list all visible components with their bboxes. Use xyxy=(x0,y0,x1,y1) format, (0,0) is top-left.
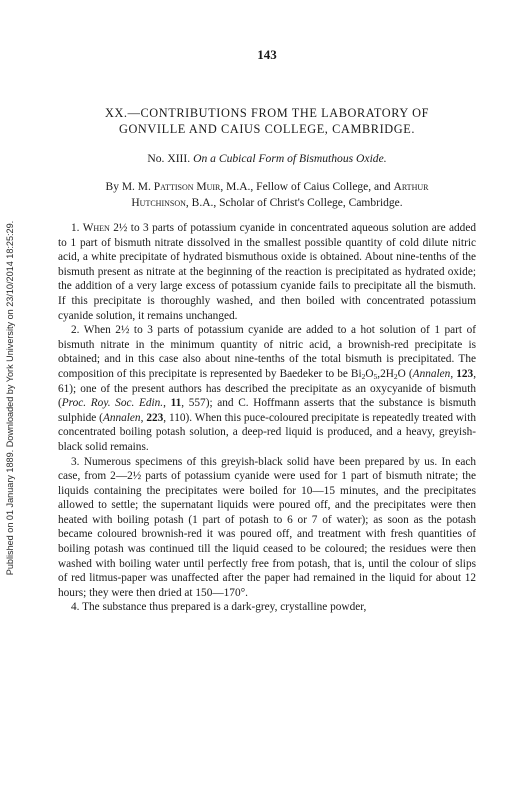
paragraph-4: 4. The substance thus prepared is a dark-grey, crystalline powder, xyxy=(71,601,367,614)
paragraph-2-text-d: O ( xyxy=(397,367,413,380)
citation-separator: , xyxy=(450,367,457,380)
author-by: By M. M. xyxy=(105,181,151,193)
formula-subscript: 2 xyxy=(361,371,366,381)
author-2-affiliation: , B.A., Scholar of Christ's College, Cambridge. xyxy=(185,196,403,209)
paragraph-2 xyxy=(58,323,476,454)
article-title-line-2: GONVILLE AND CAIUS COLLEGE, CAMBRIDGE. xyxy=(118,122,416,136)
article-subtitle xyxy=(58,152,476,165)
citation-journal: Annalen xyxy=(102,411,141,424)
citation-volume: 123 xyxy=(456,367,474,380)
citation-separator: , xyxy=(163,397,171,410)
citation-volume: 11 xyxy=(170,397,182,410)
download-watermark xyxy=(3,118,17,678)
paragraph-1-lead: 1. When xyxy=(71,222,110,234)
article-body xyxy=(58,221,476,615)
citation-journal: Annalen xyxy=(412,367,451,380)
citation-volume: 223 xyxy=(146,411,164,424)
author-line xyxy=(58,180,476,211)
citation-separator: , xyxy=(140,411,147,424)
formula-subscript: 5 xyxy=(373,371,378,381)
paragraph-3: 3. Numerous specimens of this greyish-black solid have been prepared by us. In each case, from 2—2½ parts of potassium cyanide were used for 1 part of bismuth nitrate; the liquids containing the precipitates were boiled for 10—15 minutes, and the precipitates allowed to settle; the supernatant liquids were poured off, and the precipitates were then heated with boiling potash (1 part of potash to 6 or 7 of water); as soon as the potash became coloured brownish-red it was poured off, and treatment with fresh quantities of boiling potash was continued till the liquid ceased to be coloured; the residues were then washed with boiling water until perfectly free from potash, that is, until the colour of slips of red litmus-paper was unaffected after the paper had remained in the liquid for about 12 hours; they were then dried at 150—170°. xyxy=(58,455,476,599)
paragraph-2-text-g: , 110). When this puce-coloured precipitate is repeatedly treated with concentrated boiling potash solution, a deep-red liquid is produced, and a heavy, greyish-black solid remains. xyxy=(58,411,476,453)
article-title xyxy=(58,105,476,137)
subtitle-text: On a Cubical Form of Bismuthous Oxide. xyxy=(193,152,387,165)
author-1-name: Pattison Muir xyxy=(153,181,221,193)
paragraph-2-text-f: , 557); and C. Hoffmann asserts that the substance is bismuth sulphide ( xyxy=(58,397,476,424)
paragraph-2-text-e: , 61); one of the present authors has described the precipitate as an oxycyanide of bismuth ( xyxy=(58,367,477,410)
download-watermark-text: Published on 01 January 1889. Downloaded by York University on 23/10/2014 18:25:29. xyxy=(5,220,15,576)
author-1-affiliation: , M.A., Fellow of Caius College, and xyxy=(220,181,391,193)
page-number: 143 xyxy=(257,47,277,62)
formula-part: ,2H xyxy=(377,367,394,380)
paragraph-1-text: 2½ to 3 parts of potassium cyanide in concentrated aqueous solution are added to 1 part of bismuth nitrate dissolved in the smallest possible quantity of cold dilute nitric acid, a white precipitate of hydrated bismuthous oxide is obtained. About nine-tenths of the bismuth present as nitrate at the beginning of the reaction is precipitated as hydrated oxide; the addition of a very large excess of potassium cyanide fails to precipitate all the bismuth. If this precipitate is thoroughly washed, and then boiled with concentrated potassium cyanide solution, it remains unchanged. xyxy=(58,222,476,322)
author-2-last-name: Hutchinson xyxy=(131,196,186,209)
formula-subscript: 2 xyxy=(393,371,398,381)
article-title-line-1: XX.—CONTRIBUTIONS FROM THE LABORATORY OF xyxy=(104,106,430,120)
citation-journal: Proc. Roy. Soc. Edin. xyxy=(61,397,164,410)
paragraph-2-text-a: 2. When 2½ to 3 parts of potassium cyanide are added to a hot solution of 1 part of bismuth nitrate in the minimum quantity of nitric acid, a brownish-red precipitate is obtained; and in this case also about nine-tenths of the total bismuth is precipitated. The composition of this precipitate is represented by Baedeker to be Bi xyxy=(58,324,476,380)
author-2-first-name: Arthur xyxy=(393,181,429,193)
series-number: No. XIII. xyxy=(147,152,191,165)
paragraph-1 xyxy=(58,221,476,323)
formula-part: O xyxy=(365,367,374,380)
